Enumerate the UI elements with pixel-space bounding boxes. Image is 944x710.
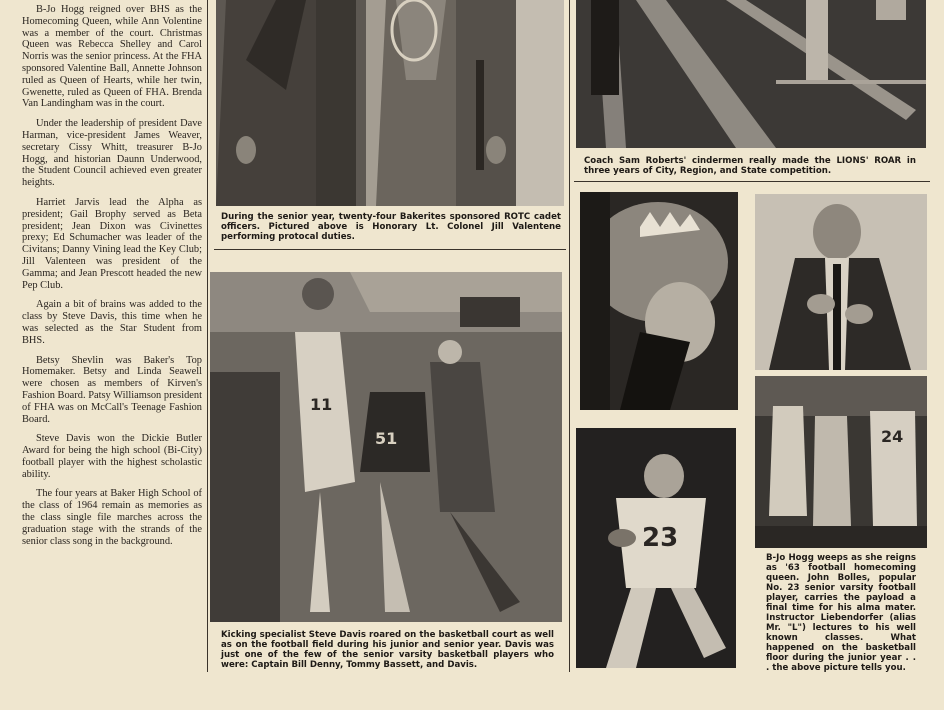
teacher-photo	[755, 194, 927, 370]
paragraph-homemaker: Betsy Shevlin was Baker's Top Homemaker. Betsy and Linda Seawell were chosen as members of Kirven's Fashion Board. Patsy Williamson president of FHA was on McCall's Teenage Fashion Board.	[22, 354, 202, 425]
jersey-51: 51	[375, 429, 398, 448]
body-text-column	[22, 4, 202, 555]
column-rule-right	[569, 0, 570, 672]
rotc-caption: During the senior year, twenty-four Bakerites sponsored ROTC cadet officers. Pictured above is Honorary Lt. Colonel Jill Valentene performing protocal duties.	[221, 212, 561, 242]
football-photo	[576, 428, 736, 668]
track-caption: Coach Sam Roberts' cindermen really made the LIONS' ROAR in three years of City, Region, and State competition.	[584, 156, 916, 176]
jersey-24: 24	[881, 427, 904, 446]
jersey-23: 23	[642, 523, 679, 553]
track-photo	[576, 0, 926, 148]
basketball-photo	[210, 272, 562, 622]
paragraph-dickie-butler: Steve Davis won the Dickie Butler Award for being the high school (Bi-City) football player with the highest scholastic ability.	[22, 433, 202, 480]
rotc-photo	[216, 0, 564, 206]
queen-caption: B-Jo Hogg weeps as she reigns as '63 football homecoming queen. John Bolles, popular No. 23 senior varsity football player, carries the payload a final time for his alma mater. Instructor Liebendorfer (alias Mr. "L") lectures to his well known classes. What happened on the basketball floor during the junior year . . . the above picture tells you.	[766, 553, 916, 673]
rule-under-rotc	[214, 249, 566, 250]
paragraph-star-student: Again a bit of brains was added to the class by Steve Davis, this time when he was selected as the Star Student from BHS.	[22, 299, 202, 346]
queen-photo	[580, 192, 738, 410]
paragraph-graduation: The four years at Baker High School of the class of 1964 remain as memories as the class single file marches across the graduation stage with the strands of the senior class song in the background.	[22, 488, 202, 547]
paragraph-homecoming: B-Jo Hogg reigned over BHS as the Homecoming Queen, while Ann Volentine was a member of the court. Christmas Queen was Rebecca Shelley and Carol Norris was the senior princess. At the FHA sponsored Valentine Ball, Annette Johnson ruled as Queen of Hearts, while her twin, Gwenette, ruled as Queen of FHA. Brenda Van Landingham was in the court.	[22, 4, 202, 110]
paragraph-student-council: Under the leadership of president Dave Harman, vice-president James Weaver, secretary Cissy Whitt, treasurer B-Jo Hogg, and historian Daunn Underwood, the Student Council achieved even greater heights.	[22, 118, 202, 189]
paragraph-clubs: Harriet Jarvis lead the Alpha as president; Gail Brophy served as Beta president; Jean Dixon was Civinettes prexy; Ed Schumacher was leader of the Civitans; Danny Vining lead the Key Club; Jill Valenteen was president of the Gamma; and Jean Prescott headed the new Pep Club.	[22, 196, 202, 291]
jersey-11: 11	[310, 395, 333, 414]
bball-small-photo	[755, 376, 927, 548]
column-rule-left	[207, 0, 208, 672]
basketball-caption: Kicking specialist Steve Davis roared on the basketball court as well as on the football field during his junior and senior year. Davis was just one of the few of the senior varsity basketball players who were: Captain Bill Denny, Tommy Bassett, and Davis.	[221, 630, 554, 670]
rule-under-track	[574, 181, 930, 182]
